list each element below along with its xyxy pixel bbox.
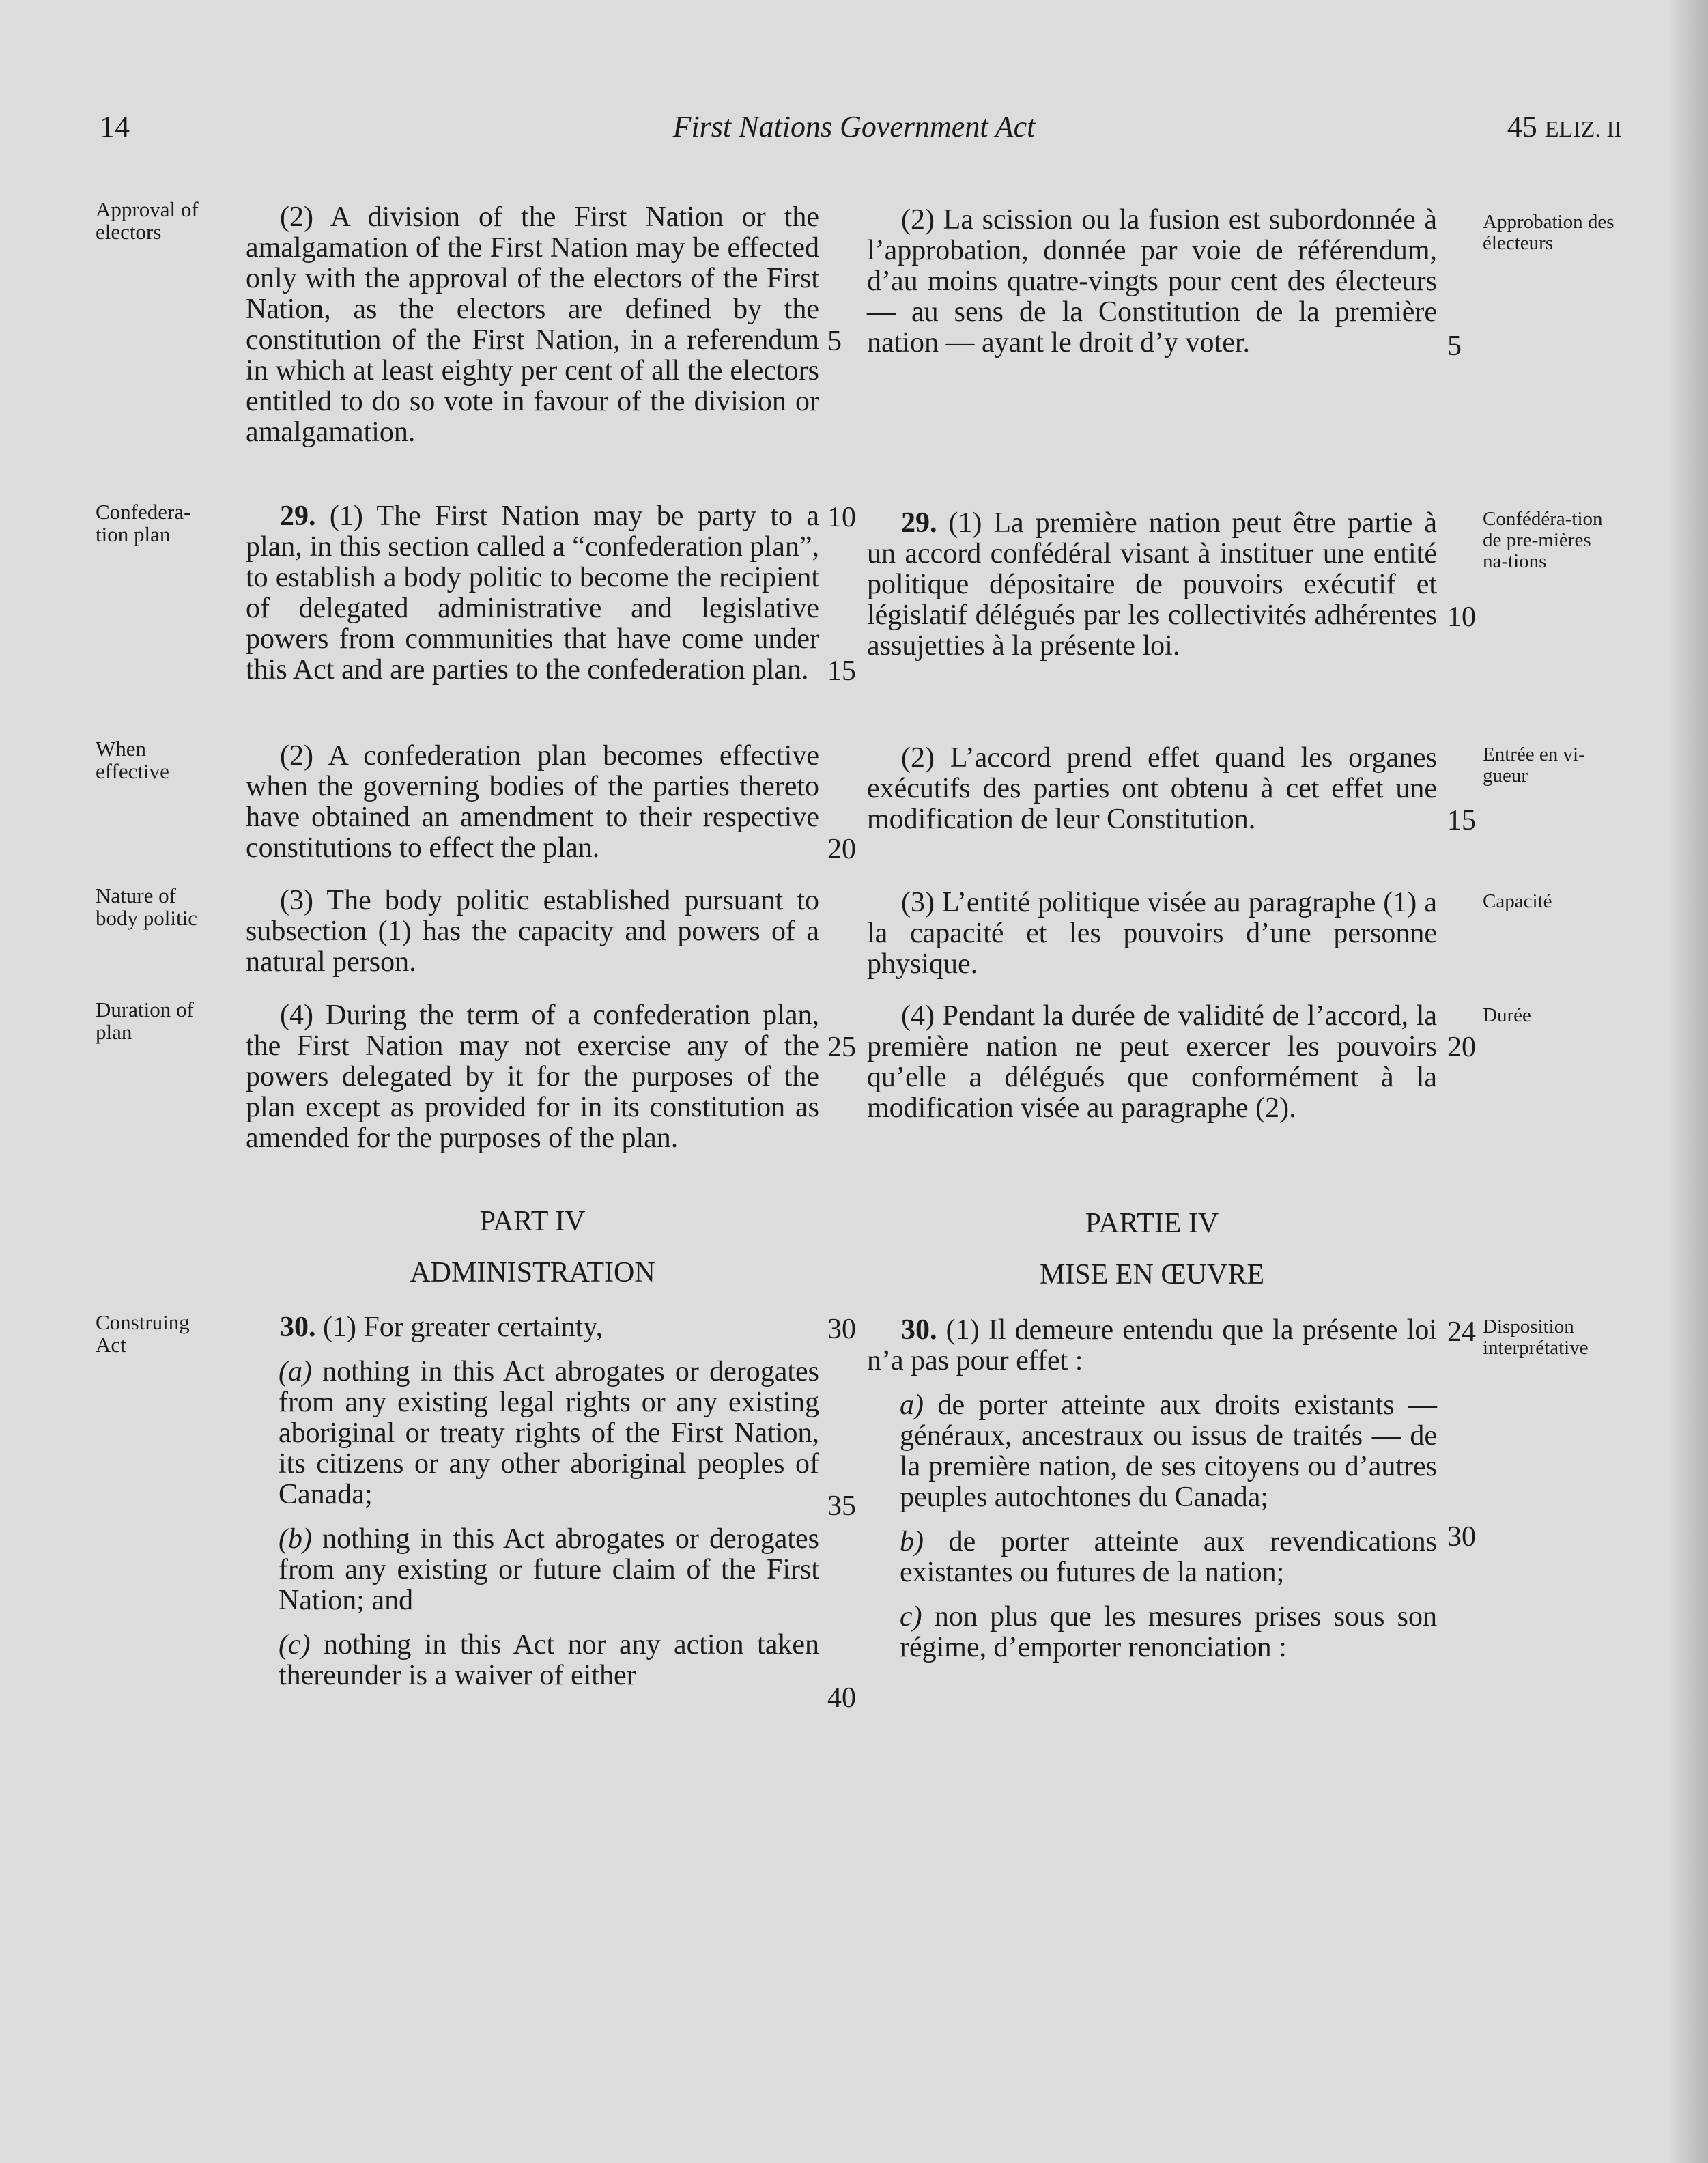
line-number: 15: [1447, 805, 1476, 836]
en-item-c: [246, 1630, 819, 1691]
en-paragraph: (4) During the term of a confederation plan, the First Nation may not exercise any of the powers delegated by it for the purposes of the plan except as provided for in its constitution as amended for the purposes of the plan.: [246, 1000, 819, 1154]
en-item-b: [246, 1524, 819, 1616]
page-edge-shadow: [1667, 0, 1708, 2163]
fr-subsection-28-2: [867, 205, 1437, 358]
item-label: (a): [279, 1356, 312, 1387]
en-paragraph: (2) A division of the First Nation or the amalgamation of the First Nation may be effected only with the approval of the electors of the First Nation, as the electors are defined by the constitution of the First Nation, in a referendum in which at least eighty per cent of all the electors entitled to do so vote in favour of the division or amalgamation.: [246, 201, 819, 448]
item-label: (c): [279, 1629, 311, 1660]
fr-paragraph: (3) L’entité politique visée au paragraphe (1) a la capacité et les pouvoirs d’une personne physique.: [867, 887, 1437, 980]
en-section-29-1: [246, 501, 819, 685]
section-number: 29.: [280, 500, 316, 532]
line-number: 10: [1447, 602, 1476, 633]
fr-subsection-29-4: [867, 1001, 1437, 1124]
fr-item-a: [867, 1390, 1437, 1513]
fr-subsection-29-2: [867, 743, 1437, 835]
section-number: 30.: [280, 1312, 316, 1343]
fr-paragraph: [867, 508, 1437, 662]
item-text: nothing in this Act abrogates or derogates from any existing or future claim of the First Nation; and: [279, 1523, 819, 1616]
fr-item-b: [867, 1527, 1437, 1588]
en-item-a: [246, 1357, 819, 1510]
en-paragraph: [246, 501, 819, 685]
item-text: nothing in this Act nor any action taken thereunder is a waiver of either: [279, 1629, 819, 1691]
item-text: de porter atteinte aux droits existants — généraux, ancestraux ou issus de traités — de la première nation, de ses citoyens ou d’autres peuples autochtones du Canada;: [900, 1389, 1437, 1513]
line-number: 30: [1447, 1521, 1476, 1553]
section-text: (1) Il demeure entendu que la présente loi n’a pas pour effet :: [867, 1314, 1437, 1376]
line-number: 35: [827, 1490, 856, 1522]
en-paragraph: (2) A confederation plan becomes effective when the governing bodies of the parties thereto have obtained an amendment to their respective constitutions to effect the plan.: [246, 740, 819, 864]
fr-part-title: MISE EN ŒUVRE: [1039, 1259, 1264, 1290]
margin-note-duree: Durée: [1483, 1004, 1531, 1026]
fr-part-heading: PARTIE IV: [1085, 1208, 1219, 1239]
fr-paragraph: (4) Pendant la durée de validité de l’accord, la première nation ne peut exercer les pouvoirs qu’elle a délégués que conformément à la modification visée au paragraphe (2).: [867, 1000, 1437, 1124]
margin-note-construing-act: Construing Act: [96, 1310, 190, 1357]
en-part-heading: PART IV: [479, 1206, 586, 1237]
margin-note-confederation-plan: Confedera-tion plan: [96, 500, 191, 546]
section-number: 30.: [901, 1314, 937, 1346]
fr-paragraph: (2) L’accord prend effet quand les organes exécutifs des parties ont obtenu à cet effet une modification de leur Constitution.: [867, 742, 1437, 835]
fr-subsection-29-3: [867, 888, 1437, 980]
margin-note-nature-of-body-politic: Nature of body politic: [96, 883, 197, 930]
en-subsection-28-2: [246, 202, 819, 448]
margin-note-capacite: Capacité: [1483, 890, 1552, 912]
running-title: First Nations Government Act: [672, 110, 1036, 143]
line-number: 30: [827, 1314, 856, 1345]
section-number: 29.: [901, 507, 937, 539]
fr-item-c: [867, 1602, 1437, 1663]
fr-section-30: [867, 1315, 1437, 1663]
margin-note-confederation-premieres-nations: Confédéra-tion de pre-mières na-tions: [1483, 508, 1603, 572]
en-paragraph: (3) The body politic established pursuant to subsection (1) has the capacity and powers of a natural person.: [246, 885, 819, 978]
item-label: (b): [279, 1523, 312, 1555]
item-label: a): [900, 1389, 924, 1421]
margin-note-disposition-interpretative: Disposition interprétative: [1483, 1316, 1589, 1359]
margin-note-duration-of-plan: Duration of plan: [96, 998, 194, 1044]
item-label: b): [900, 1526, 924, 1557]
line-number: 25: [827, 1032, 856, 1063]
item-text: non plus que les mesures prises sous son régime, d’emporter renonciation :: [900, 1601, 1437, 1663]
en-paragraph: [246, 1312, 819, 1343]
en-part-title: ADMINISTRATION: [410, 1257, 655, 1288]
fr-paragraph: (2) La scission ou la fusion est subordonnée à l’approbation, donnée par voie de référendum, d’au moins quatre-vingts pour cent des électeurs — au sens de la Constitution de la première nation — ayant le droit d’y voter.: [867, 204, 1437, 358]
regnal-year-sovereign: ELIZ. II: [1544, 117, 1622, 142]
line-number: 20: [827, 834, 856, 865]
section-text: (1) The First Nation may be party to a plan, in this section called a “confederation plan”, to establish a body politic to become the recipient of delegated administrative and legislative powers from communities that have come under this Act and are parties to the confederation plan.: [246, 500, 819, 685]
margin-note-approval-of-electors: Approval of electors: [96, 197, 199, 244]
margin-note-approbation-des-electeurs: Approbation des électeurs: [1483, 211, 1614, 254]
en-subsection-29-2: [246, 741, 819, 864]
line-number: 5: [827, 326, 842, 357]
page-number: 14: [100, 110, 130, 143]
margin-note-when-effective: When effective: [96, 737, 169, 783]
line-number: 40: [827, 1682, 856, 1714]
margin-note-entree-en-vigueur: Entrée en vi-gueur: [1483, 744, 1585, 787]
line-number: 24: [1447, 1316, 1476, 1348]
line-number: 15: [827, 655, 856, 687]
item-text: de porter atteinte aux revendications existantes ou futures de la nation;: [900, 1526, 1437, 1588]
section-text: (1) La première nation peut être partie à un accord confédéral visant à instituer une entité politique dépositaire de pouvoirs exécutif et législatif délégués par les collectivités adhérentes assujetties à la présente loi.: [867, 507, 1437, 662]
regnal-year-number: 45: [1507, 110, 1537, 143]
line-number: 5: [1447, 330, 1462, 362]
fr-paragraph: [867, 1315, 1437, 1376]
line-number: 20: [1447, 1032, 1476, 1063]
item-text: nothing in this Act abrogates or derogates from any existing legal rights or any existing aboriginal or treaty rights of the First Nation, its citizens or any other aboriginal peoples of Canada;: [279, 1356, 819, 1510]
item-label: c): [900, 1601, 922, 1632]
en-subsection-29-4: [246, 1000, 819, 1154]
line-number: 10: [827, 502, 856, 533]
fr-section-29-1: [867, 508, 1437, 662]
en-section-30: [246, 1312, 819, 1691]
en-subsection-29-3: [246, 886, 819, 978]
regnal-year: [1507, 109, 1622, 144]
section-text: (1) For greater certainty,: [315, 1312, 603, 1343]
